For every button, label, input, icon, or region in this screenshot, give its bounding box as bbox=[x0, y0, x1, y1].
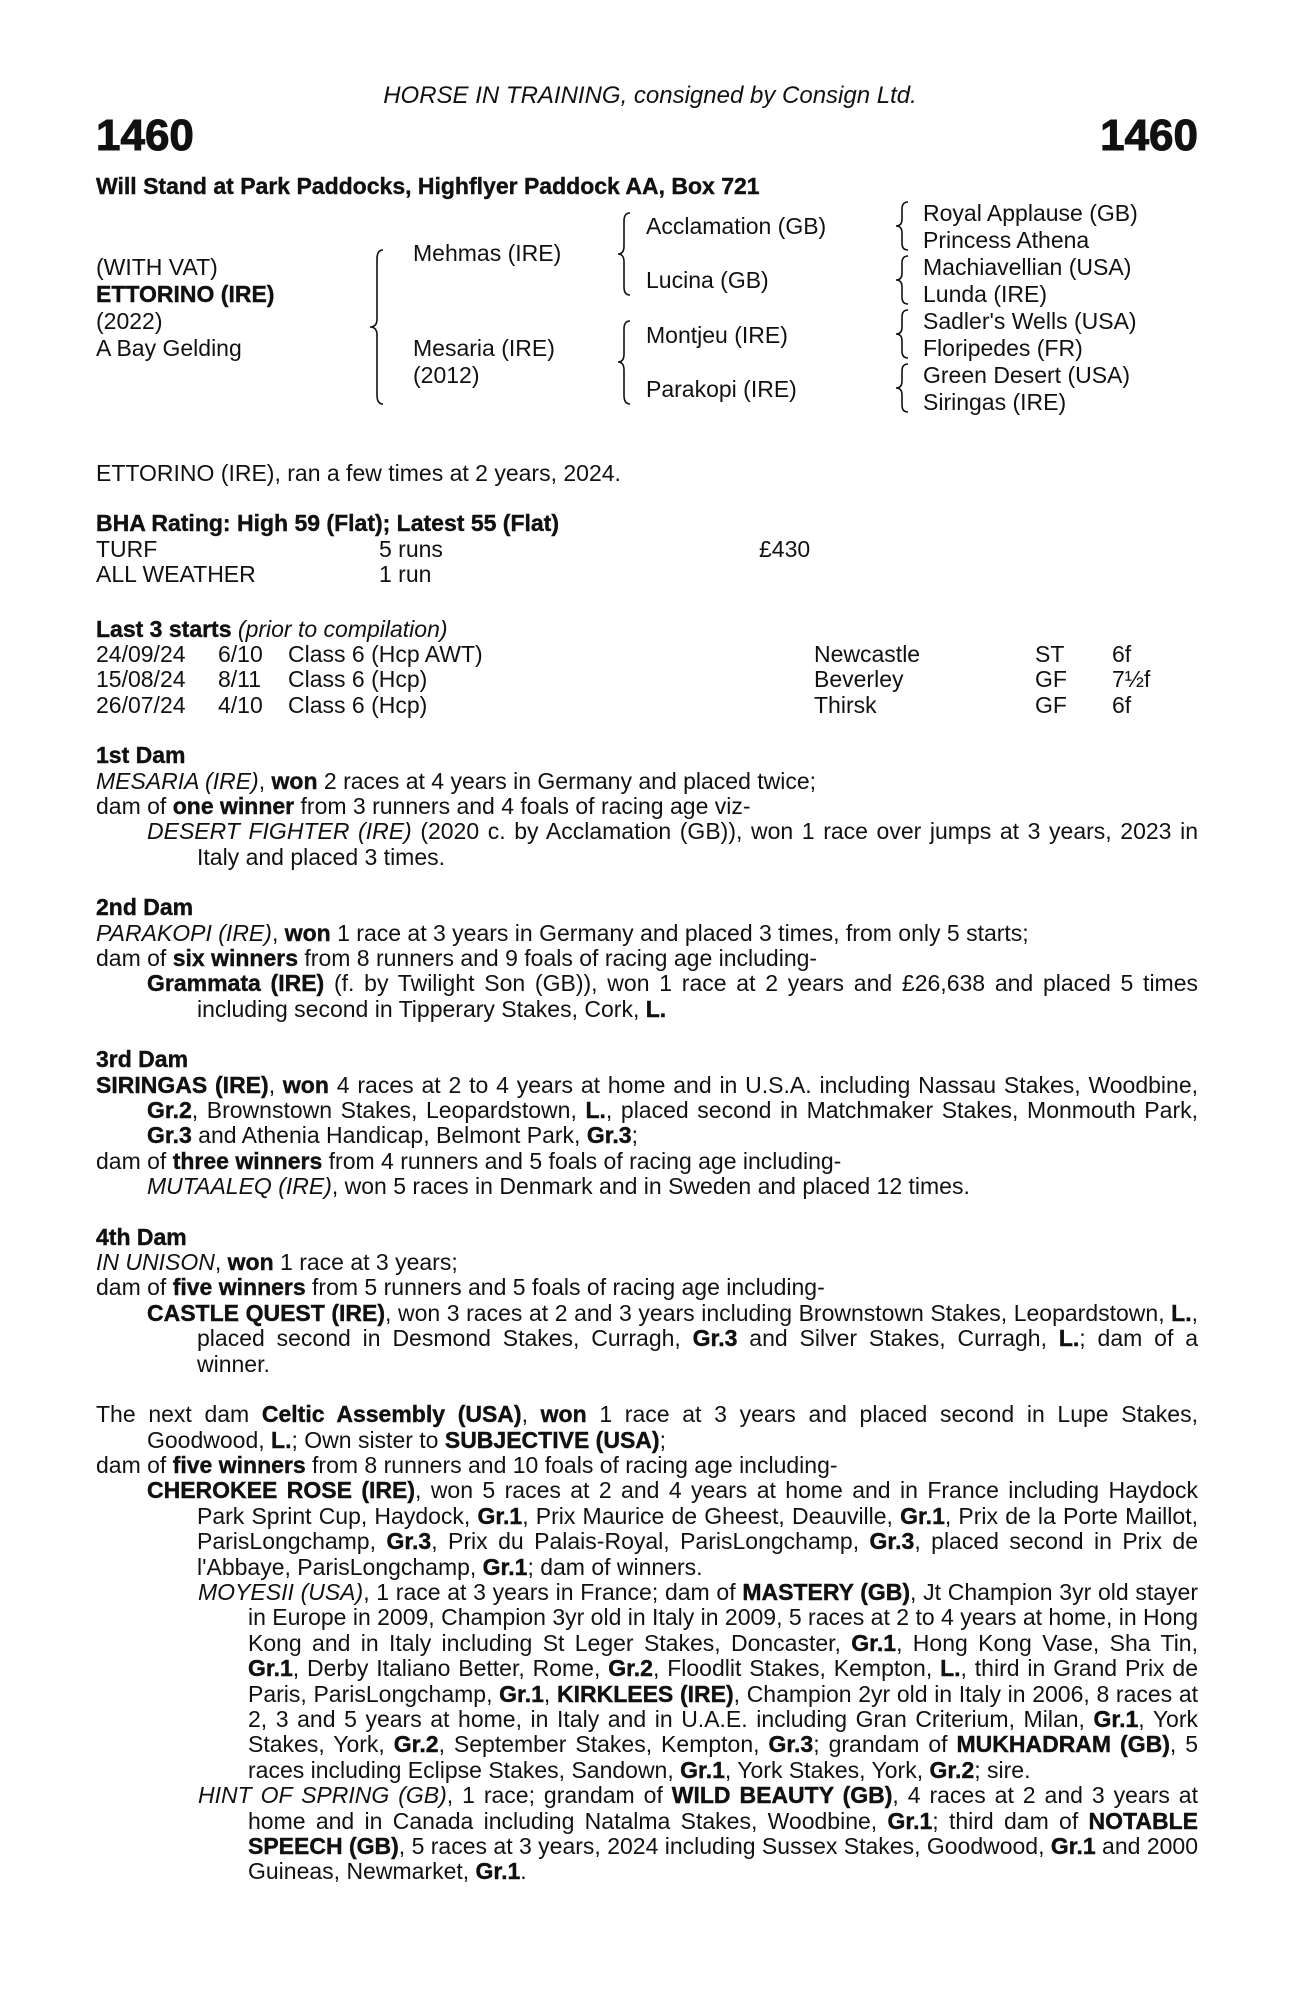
dam-heading: 3rd Dam bbox=[96, 1046, 189, 1073]
dam-section bbox=[96, 895, 1198, 1022]
bold-text: Gr.2 bbox=[929, 1756, 975, 1783]
runs: 1 run bbox=[379, 561, 432, 588]
bold-text: Gr.3 bbox=[386, 1528, 432, 1555]
rating-row bbox=[96, 562, 1198, 587]
dam-section bbox=[96, 1047, 1198, 1199]
bold-text: L. bbox=[271, 1426, 292, 1453]
bold-text: KIRKLEES (IRE) bbox=[556, 1680, 734, 1707]
text-run: ; grandam of bbox=[813, 1731, 957, 1758]
text-run: , York Stakes, York, bbox=[724, 1756, 930, 1783]
text-run: dam of bbox=[96, 1147, 173, 1174]
start-course: Beverley bbox=[814, 666, 904, 693]
dam-sections bbox=[96, 743, 1198, 1885]
start-going: GF bbox=[1035, 666, 1067, 693]
text-run: 4 races at 2 to 4 years at home and in U.S.A. including Nassau Stakes, Woodbine, bbox=[328, 1071, 1199, 1098]
bold-text: NOTABLE SPEECH (GB) bbox=[248, 1807, 1198, 1860]
brace-gg2 bbox=[896, 256, 908, 304]
text-run: , bbox=[268, 1071, 283, 1098]
start-going: ST bbox=[1035, 641, 1065, 667]
great-grandparent: Machiavellian (USA) bbox=[923, 254, 1132, 280]
bold-text: Gr.3 bbox=[869, 1528, 915, 1555]
text-run: ; third dam of bbox=[932, 1807, 1089, 1834]
pedigree-paragraph bbox=[96, 794, 1198, 819]
italic-text: IN UNISON bbox=[96, 1249, 215, 1276]
prize-money: £430 bbox=[759, 535, 811, 562]
runs: 5 runs bbox=[379, 535, 443, 562]
lot-number-right: 1460 bbox=[1100, 111, 1198, 160]
text-run: dam of bbox=[96, 1451, 173, 1478]
text-run: ; bbox=[659, 1426, 666, 1453]
bold-text: SUBJECTIVE (USA) bbox=[444, 1426, 660, 1453]
text-run: , Hong Kong Vase, Sha Tin, bbox=[896, 1629, 1198, 1656]
bold-text: Gr.1 bbox=[887, 1807, 933, 1834]
dam-heading: 2nd Dam bbox=[96, 894, 194, 921]
start-pos: 8/11 bbox=[218, 666, 262, 693]
pedigree-paragraph bbox=[96, 1073, 1198, 1149]
grandparent: Parakopi (IRE) bbox=[646, 376, 797, 402]
text-run: ; sire. bbox=[974, 1756, 1031, 1783]
text-run: , bbox=[214, 1249, 228, 1276]
bold-text: won bbox=[227, 1249, 274, 1276]
pedigree-paragraph bbox=[96, 1783, 1198, 1885]
bold-text: Gr.1 bbox=[482, 1553, 528, 1580]
start-date: 26/07/24 bbox=[96, 691, 186, 718]
bold-text: won bbox=[271, 767, 318, 794]
bold-text: Gr.1 bbox=[900, 1502, 945, 1529]
bold-text: five winners bbox=[172, 1451, 306, 1478]
start-dist: 7½f bbox=[1112, 666, 1151, 693]
dam-year: (2012) bbox=[413, 362, 480, 388]
pedigree-paragraph bbox=[96, 1453, 1198, 1478]
italic-text: DESERT FIGHTER (IRE) bbox=[147, 818, 412, 845]
bold-text: Gr.3 bbox=[586, 1122, 632, 1149]
grandparent: Lucina (GB) bbox=[646, 267, 769, 293]
text-run: , Champion 2yr old in Italy in 2006, 8 races at 2, 3 and 5 years at home, in Italy and in U.A.E. including Gran Criterium, Milan, bbox=[248, 1680, 1199, 1732]
bold-text: Gr.3 bbox=[147, 1122, 192, 1149]
bold-text: three winners bbox=[172, 1147, 323, 1174]
text-run: , 5 races including Eclipse Stakes, Sandown, bbox=[248, 1731, 1199, 1783]
bold-text: won bbox=[284, 919, 331, 946]
start-dist: 6f bbox=[1112, 691, 1132, 718]
catalogue-header: HORSE IN TRAINING, consigned by Consign Ltd. bbox=[383, 82, 917, 109]
bold-text: won bbox=[282, 1071, 329, 1098]
start-class: Class 6 (Hcp) bbox=[288, 691, 428, 718]
text-run: dam of bbox=[96, 945, 173, 972]
text-run: , Prix de la Porte Maillot, ParisLongchamp, bbox=[197, 1502, 1198, 1555]
start-going: GF bbox=[1035, 691, 1067, 718]
text-run: , third in Grand Prix de Paris, ParisLongchamp, bbox=[248, 1655, 1198, 1707]
pedigree-paragraph bbox=[96, 1402, 1198, 1453]
grandparent: Acclamation (GB) bbox=[646, 213, 827, 239]
lot-number-left: 1460 bbox=[96, 111, 194, 160]
catalogue-body bbox=[96, 461, 1198, 1885]
text-run: , Prix du Palais-Royal, ParisLongchamp, bbox=[431, 1528, 870, 1555]
text-run: dam of bbox=[96, 792, 173, 819]
start-dist: 6f bbox=[1112, 641, 1132, 667]
bold-text: MUKHADRAM (GB) bbox=[956, 1731, 1170, 1758]
bold-text: SIRINGAS (IRE) bbox=[96, 1071, 269, 1098]
bold-text: CHEROKEE ROSE (IRE) bbox=[147, 1477, 416, 1504]
text-run: , placed second in Prix de l'Abbaye, ParisLongchamp, bbox=[197, 1528, 1198, 1580]
start-date: 24/09/24 bbox=[96, 641, 186, 667]
text-run: ; dam of a winner. bbox=[197, 1325, 1198, 1377]
bold-text: Gr.2 bbox=[147, 1097, 192, 1124]
text-run: and Athenia Handicap, Belmont Park, bbox=[191, 1122, 587, 1149]
text-run: , placed second in Matchmaker Stakes, Monmouth Park, bbox=[605, 1097, 1198, 1124]
dam-heading: 1st Dam bbox=[96, 742, 186, 769]
text-run: dam of bbox=[96, 1274, 173, 1301]
bold-text: CASTLE QUEST (IRE) bbox=[147, 1299, 386, 1326]
bold-text: Gr.1 bbox=[499, 1680, 544, 1707]
text-run: , 1 race; grandam of bbox=[446, 1782, 672, 1809]
start-date: 15/08/24 bbox=[96, 666, 186, 693]
start-row bbox=[96, 693, 1198, 718]
text-run: 1 race at 3 years and placed second in Lupe Stakes, Goodwood, bbox=[147, 1401, 1198, 1453]
text-run: , September Stakes, Kempton, bbox=[438, 1731, 769, 1758]
text-run: , bbox=[258, 767, 272, 794]
bold-text: Gr.1 bbox=[851, 1629, 897, 1656]
pedigree-paragraph bbox=[96, 921, 1198, 946]
bold-text: Gr.2 bbox=[393, 1731, 439, 1758]
start-row bbox=[96, 642, 1198, 667]
text-run: , Brownstown Stakes, Leopardstown, bbox=[191, 1097, 586, 1124]
text-run: , won 5 races at 2 and 4 years at home and in France including Haydock Park Sprint Cup, Haydock, bbox=[197, 1477, 1198, 1529]
stand-location: Will Stand at Park Paddocks, Highflyer Paddock AA, Box 721 bbox=[96, 173, 760, 199]
bold-text: Gr.3 bbox=[768, 1731, 814, 1758]
brace-gg1 bbox=[896, 202, 908, 250]
pedigree-paragraph bbox=[96, 819, 1198, 870]
start-pos: 6/10 bbox=[218, 641, 263, 667]
surface: TURF bbox=[96, 535, 158, 562]
start-class: Class 6 (Hcp AWT) bbox=[288, 641, 483, 667]
bold-text: L. bbox=[585, 1097, 606, 1124]
dam-section bbox=[96, 743, 1198, 870]
bold-text: L. bbox=[645, 995, 667, 1022]
brace-gg3 bbox=[896, 310, 908, 358]
text-run: and Silver Stakes, Curragh, bbox=[737, 1325, 1059, 1352]
bold-text: Gr.3 bbox=[692, 1325, 738, 1352]
text-run: . bbox=[520, 1858, 527, 1885]
dam-section bbox=[96, 1225, 1198, 1377]
last-starts-section bbox=[96, 617, 1198, 719]
text-run: from 3 runners and 4 foals of racing age viz- bbox=[294, 792, 751, 819]
surface: ALL WEATHER bbox=[96, 561, 256, 588]
text-run: , 5 races at 3 years, 2024 including Sussex Stakes, Goodwood, bbox=[398, 1833, 1051, 1860]
text-run: from 8 runners and 10 foals of racing age including- bbox=[305, 1451, 838, 1478]
bold-text: five winners bbox=[172, 1274, 306, 1301]
brace-main bbox=[370, 250, 383, 404]
text-run: The next dam bbox=[96, 1401, 262, 1428]
brace-dam bbox=[618, 321, 630, 404]
great-grandparent: Floripedes (FR) bbox=[923, 335, 1083, 361]
vat-note: (WITH VAT) bbox=[96, 254, 218, 280]
last-starts-table bbox=[96, 642, 1198, 718]
great-grandparent: Princess Athena bbox=[923, 227, 1090, 253]
great-grandparent: Royal Applause (GB) bbox=[923, 200, 1138, 226]
pedigree-paragraph bbox=[96, 1275, 1198, 1300]
start-class: Class 6 (Hcp) bbox=[288, 666, 428, 693]
text-run: , won 3 races at 2 and 3 years including Brownstown Stakes, Leopardstown, bbox=[385, 1299, 1172, 1326]
grandparent: Montjeu (IRE) bbox=[646, 322, 788, 348]
text-run: , bbox=[521, 1401, 541, 1428]
bold-text: Grammata (IRE) bbox=[147, 970, 325, 997]
rating-section bbox=[96, 511, 1198, 587]
great-grandparent: Green Desert (USA) bbox=[923, 362, 1131, 388]
horse-description: A Bay Gelding bbox=[96, 335, 242, 361]
text-run: 1 race at 3 years; bbox=[273, 1249, 458, 1276]
text-run: from 5 runners and 5 foals of racing age including- bbox=[305, 1274, 825, 1301]
dam-section bbox=[96, 1402, 1198, 1885]
text-run: , York Stakes, York, bbox=[248, 1705, 1198, 1758]
text-run: , 1 race at 3 years in France; dam of bbox=[363, 1578, 743, 1605]
text-run: (f. by Twilight Son (GB)), won 1 race at 2 years and £26,638 and placed 5 times including second in Tipperary Stakes, Cork, bbox=[197, 970, 1199, 1022]
brace-sire bbox=[618, 213, 630, 295]
text-run: , won 5 races in Denmark and in Sweden and placed 12 times. bbox=[331, 1173, 970, 1200]
bold-text: Gr.1 bbox=[475, 1858, 521, 1885]
bold-text: Gr.2 bbox=[608, 1655, 653, 1682]
race-summary: ETTORINO (IRE), ran a few times at 2 years, 2024. bbox=[96, 460, 621, 486]
text-run: 2 races at 4 years in Germany and placed twice; bbox=[317, 767, 817, 794]
rating-heading: BHA Rating: High 59 (Flat); Latest 55 (Flat) bbox=[96, 510, 559, 537]
pedigree-paragraph bbox=[96, 946, 1198, 971]
start-row bbox=[96, 667, 1198, 692]
text-run: (2020 c. by Acclamation (GB)), won 1 race over jumps at 3 years, 2023 in Italy and placed 3 times. bbox=[197, 818, 1198, 870]
horse-name: ETTORINO (IRE) bbox=[96, 281, 275, 307]
italic-text: HINT OF SPRING (GB) bbox=[198, 1782, 447, 1809]
bold-text: L. bbox=[940, 1655, 961, 1682]
text-run: , Jt Champion 3yr old stayer in Europe in 2009, Champion 3yr old in Italy in 2009, 5 races at 2 to 4 years at home, in Hong Kong and in Italy including St Leger Stakes, Doncaster, bbox=[248, 1578, 1199, 1656]
italic-text: MESARIA (IRE) bbox=[96, 767, 259, 794]
text-run: , placed second in Desmond Stakes, Curragh, bbox=[197, 1299, 1199, 1352]
pedigree-paragraph bbox=[96, 1478, 1198, 1580]
start-course: Thirsk bbox=[814, 691, 877, 718]
italic-text: MUTAALEQ (IRE) bbox=[147, 1173, 332, 1200]
pedigree-paragraph bbox=[96, 1174, 1198, 1199]
bold-text: Gr.1 bbox=[1050, 1833, 1096, 1860]
text-run: and 2000 Guineas, Newmarket, bbox=[248, 1833, 1198, 1885]
dam-heading: 4th Dam bbox=[96, 1223, 187, 1250]
bold-text: six winners bbox=[172, 945, 298, 972]
text-run: , bbox=[543, 1680, 557, 1707]
bold-text: Celtic Assembly (USA) bbox=[261, 1401, 522, 1428]
pedigree-paragraph bbox=[96, 1301, 1198, 1377]
sire: Mehmas (IRE) bbox=[413, 240, 562, 266]
last-starts-note: (prior to compilation) bbox=[237, 615, 448, 642]
bold-text: L. bbox=[1171, 1299, 1192, 1326]
bold-text: Gr.1 bbox=[1093, 1705, 1139, 1732]
pedigree-chart bbox=[96, 199, 1206, 419]
text-run: ; bbox=[631, 1122, 638, 1149]
italic-text: PARAKOPI (IRE) bbox=[96, 919, 272, 946]
bold-text: one winner bbox=[172, 792, 295, 819]
bold-text: MASTERY (GB) bbox=[742, 1578, 911, 1605]
pedigree-paragraph bbox=[96, 1580, 1198, 1783]
pedigree-paragraph bbox=[96, 1250, 1198, 1275]
great-grandparent: Siringas (IRE) bbox=[923, 389, 1067, 415]
text-run: from 4 runners and 5 foals of racing age including- bbox=[322, 1147, 842, 1174]
great-grandparent: Sadler's Wells (USA) bbox=[923, 308, 1137, 334]
great-grandparent: Lunda (IRE) bbox=[923, 281, 1048, 307]
pedigree-paragraph bbox=[96, 769, 1198, 794]
text-run: from 8 runners and 9 foals of racing age including- bbox=[298, 945, 818, 972]
italic-text: MOYESII (USA) bbox=[198, 1578, 364, 1605]
dam: Mesaria (IRE) bbox=[413, 335, 555, 361]
text-run: , Prix Maurice de Gheest, Deauville, bbox=[522, 1502, 901, 1529]
text-run: , 4 races at 2 and 3 years at home and in Canada including Natalma Stakes, Woodbine, bbox=[248, 1782, 1198, 1834]
rating-row bbox=[96, 537, 1198, 562]
text-run: , Derby Italiano Better, Rome, bbox=[292, 1655, 609, 1682]
bold-text: L. bbox=[1058, 1325, 1080, 1352]
text-run: , bbox=[271, 919, 285, 946]
pedigree-paragraph bbox=[96, 971, 1198, 1022]
brace-gg4 bbox=[896, 364, 908, 412]
pedigree-paragraph bbox=[96, 1149, 1198, 1174]
start-pos: 4/10 bbox=[218, 691, 263, 718]
bold-text: WILD BEAUTY (GB) bbox=[671, 1782, 893, 1809]
horse-year: (2022) bbox=[96, 308, 163, 334]
text-run: ; Own sister to bbox=[291, 1426, 445, 1453]
text-run: 1 race at 3 years in Germany and placed 3 times, from only 5 starts; bbox=[330, 919, 1029, 946]
text-run: ; dam of winners. bbox=[527, 1553, 703, 1580]
last-starts-heading: Last 3 starts bbox=[96, 615, 232, 642]
bold-text: Gr.1 bbox=[680, 1756, 725, 1783]
bold-text: Gr.1 bbox=[248, 1655, 293, 1682]
bold-text: Gr.1 bbox=[477, 1502, 523, 1529]
bold-text: won bbox=[540, 1401, 587, 1428]
start-course: Newcastle bbox=[814, 641, 921, 667]
text-run: , Floodlit Stakes, Kempton, bbox=[652, 1655, 941, 1682]
